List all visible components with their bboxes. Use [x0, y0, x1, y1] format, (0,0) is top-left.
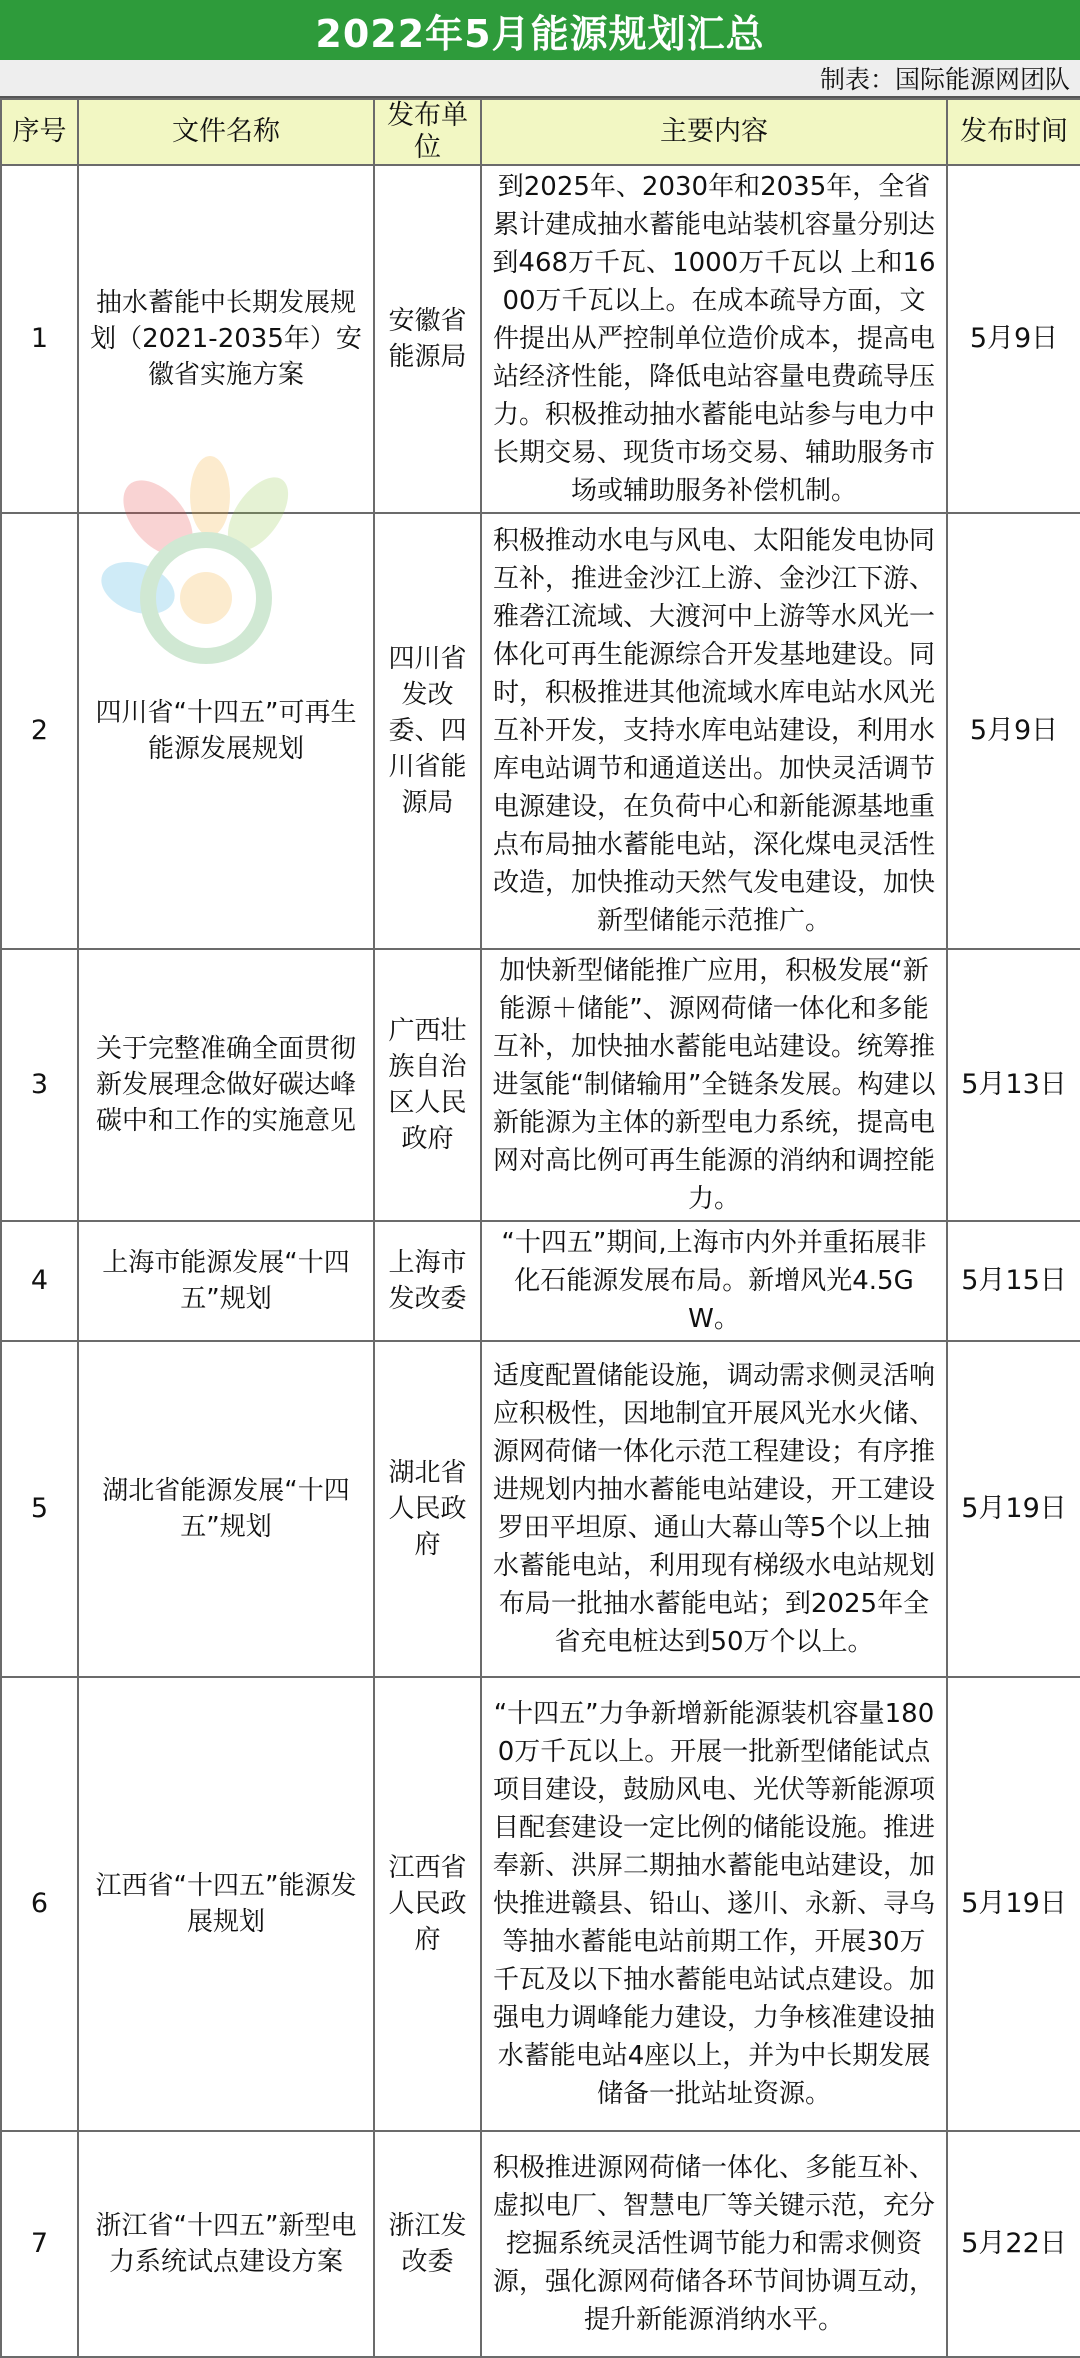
header-index: 序号: [1, 99, 78, 165]
row-date: 5月15日: [947, 1221, 1080, 1341]
row-date: 5月13日: [947, 949, 1080, 1221]
row-content: 到2025年、2030年和2035年，全省累计建成抽水蓄能电站装机容量分别达到468万千瓦、1000万千瓦以 上和1600万千瓦以上。在成本疏导方面，文件提出从严控制单位造价成本，提高电站经济性能，降低电站容量电费疏导压力。积极推动抽水蓄能电站参与电力中长期交易、现货市场交易、辅助服务市场或辅助服务补偿机制。: [481, 165, 947, 513]
table-row: [1, 513, 1080, 949]
row-content: 积极推进源网荷储一体化、多能互补、虚拟电厂、智慧电厂等关键示范，充分挖掘系统灵活性调节能力和需求侧资源，强化源网荷储各环节间协调互动，提升新能源消纳水平。: [481, 2131, 947, 2357]
row-publisher: 湖北省人民政府: [374, 1341, 481, 1677]
row-date: 5月9日: [947, 165, 1080, 513]
row-file-name: 关于完整准确全面贯彻新发展理念做好碳达峰碳中和工作的实施意见: [78, 949, 374, 1221]
row-content: 积极推动水电与风电、太阳能发电协同互补，推进金沙江上游、金沙江下游、雅砻江流域、大渡河中上游等水风光一体化可再生能源综合开发基地建设。同时，积极推进其他流域水库电站水风光互补开发，支持水库电站建设，利用水库电站调节和通道送出。加快灵活调节电源建设，在负荷中心和新能源基地重点布局抽水蓄能电站，深化煤电灵活性改造，加快推动天然气发电建设，加快新型储能示范推广。: [481, 513, 947, 949]
row-index: 7: [1, 2131, 78, 2357]
header-file-name: 文件名称: [78, 99, 374, 165]
row-content: “十四五”力争新增新能源装机容量1800万千瓦以上。开展一批新型储能试点项目建设，鼓励风电、光伏等新能源项目配套建设一定比例的储能设施。推进奉新、洪屏二期抽水蓄能电站建设，加快推进赣县、铅山、遂川、永新、寻乌等抽水蓄能电站前期工作，开展30万千瓦及以下抽水蓄能电站试点建设。加强电力调峰能力建设，力争核准建设抽水蓄能电站4座以上，并为中长期发展储备一批站址资源。: [481, 1677, 947, 2131]
row-file-name: 四川省“十四五”可再生能源发展规划: [78, 513, 374, 949]
row-index: 3: [1, 949, 78, 1221]
plan-table: [0, 98, 1080, 2358]
table-row: [1, 2131, 1080, 2357]
row-file-name: 湖北省能源发展“十四五”规划: [78, 1341, 374, 1677]
table-header-row: [1, 99, 1080, 165]
row-publisher: 广西壮族自治区人民政府: [374, 949, 481, 1221]
row-publisher: 浙江发改委: [374, 2131, 481, 2357]
row-content: “十四五”期间,上海市内外并重拓展非化石能源发展布局。新增风光4.5GW。: [481, 1221, 947, 1341]
table-row: [1, 1341, 1080, 1677]
row-publisher: 四川省发改委、四川省能源局: [374, 513, 481, 949]
row-publisher: 江西省人民政府: [374, 1677, 481, 2131]
row-index: 6: [1, 1677, 78, 2131]
row-file-name: 抽水蓄能中长期发展规划（2021-2035年）安徽省实施方案: [78, 165, 374, 513]
credit-line: 制表：国际能源网团队: [0, 60, 1080, 98]
row-date: 5月19日: [947, 1677, 1080, 2131]
row-index: 5: [1, 1341, 78, 1677]
row-date: 5月9日: [947, 513, 1080, 949]
row-date: 5月19日: [947, 1341, 1080, 1677]
row-date: 5月22日: [947, 2131, 1080, 2357]
page-title: 2022年5月能源规划汇总: [0, 0, 1080, 60]
table-row: [1, 949, 1080, 1221]
table-row: [1, 165, 1080, 513]
table-row: [1, 1677, 1080, 2131]
row-file-name: 江西省“十四五”能源发展规划: [78, 1677, 374, 2131]
header-publisher: 发布单位: [374, 99, 481, 165]
row-index: 1: [1, 165, 78, 513]
row-publisher: 上海市发改委: [374, 1221, 481, 1341]
row-index: 2: [1, 513, 78, 949]
row-content: 适度配置储能设施，调动需求侧灵活响应积极性，因地制宜开展风光水火储、源网荷储一体化示范工程建设；有序推进规划内抽水蓄能电站建设，开工建设罗田平坦原、通山大幕山等5个以上抽水蓄能电站，利用现有梯级水电站规划布局一批抽水蓄能电站；到2025年全省充电桩达到50万个以上。: [481, 1341, 947, 1677]
header-date: 发布时间: [947, 99, 1080, 165]
row-content: 加快新型储能推广应用，积极发展“新能源＋储能”、源网荷储一体化和多能互补，加快抽水蓄能电站建设。统筹推进氢能“制储输用”全链条发展。构建以新能源为主体的新型电力系统，提高电网对高比例可再生能源的消纳和调控能力。: [481, 949, 947, 1221]
row-file-name: 上海市能源发展“十四五”规划: [78, 1221, 374, 1341]
table-row: [1, 1221, 1080, 1341]
row-publisher: 安徽省能源局: [374, 165, 481, 513]
row-file-name: 浙江省“十四五”新型电力系统试点建设方案: [78, 2131, 374, 2357]
header-content: 主要内容: [481, 99, 947, 165]
row-index: 4: [1, 1221, 78, 1341]
